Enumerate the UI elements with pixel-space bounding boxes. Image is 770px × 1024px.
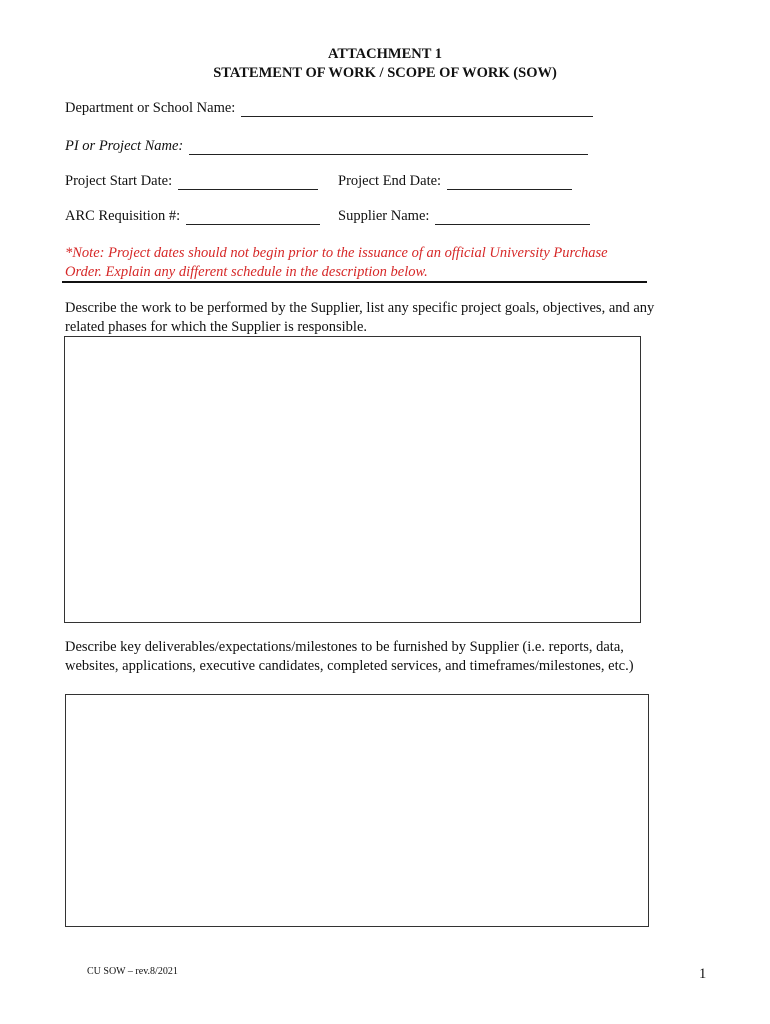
supplier-name-field <box>338 208 590 225</box>
document-title: STATEMENT OF WORK / SCOPE OF WORK (SOW) <box>213 65 557 81</box>
end-date-label: Project End Date: <box>338 173 442 189</box>
pi-label: PI or Project Name: <box>65 138 184 154</box>
supplier-name-input[interactable] <box>435 210 590 225</box>
pi-input[interactable] <box>189 140 588 155</box>
end-date-field <box>338 173 572 190</box>
deliverables-textbox[interactable] <box>65 694 649 927</box>
page-number: 1 <box>699 966 707 982</box>
pi-field <box>65 138 588 155</box>
arc-requisition-input[interactable] <box>186 210 320 225</box>
revision-footer: CU SOW – rev.8/2021 <box>87 966 178 977</box>
work-description-textbox[interactable] <box>64 336 641 623</box>
department-input[interactable] <box>241 102 593 117</box>
section-divider <box>62 281 647 283</box>
end-date-input[interactable] <box>447 175 572 190</box>
arc-requisition-field <box>65 208 320 225</box>
start-date-label: Project Start Date: <box>65 173 173 189</box>
project-dates-note: *Note: Project dates should not begin prior to the issuance of an official University Purchase Order. Explain any different schedule in the description below. <box>65 245 608 280</box>
department-field <box>65 100 593 117</box>
deliverables-prompt: Describe key deliverables/expectations/milestones to be furnished by Supplier (i.e. reports, data, websites, applications, executive candidates, completed services, and timeframes/milestones, etc.) <box>65 639 634 674</box>
supplier-name-label: Supplier Name: <box>338 208 430 224</box>
department-label: Department or School Name: <box>65 100 236 116</box>
arc-requisition-label: ARC Requisition #: <box>65 208 181 224</box>
attachment-heading: ATTACHMENT 1 <box>328 46 442 62</box>
start-date-input[interactable] <box>178 175 318 190</box>
work-description-prompt: Describe the work to be performed by the Supplier, list any specific project goals, objectives, and any related phases for which the Supplier is responsible. <box>65 300 655 335</box>
start-date-field <box>65 173 318 190</box>
